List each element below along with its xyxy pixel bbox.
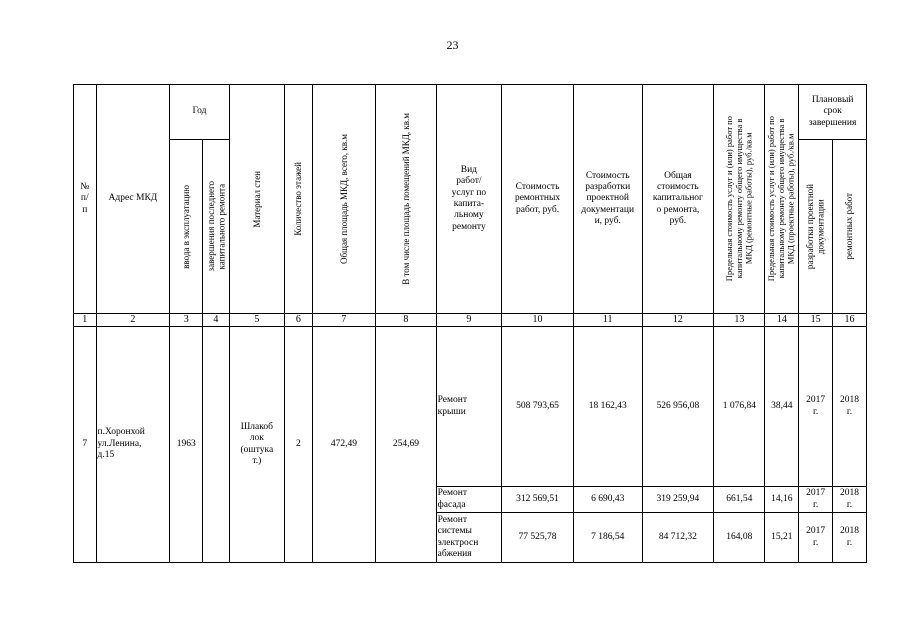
column-number: 3 xyxy=(170,314,203,327)
header-year-group: Год xyxy=(170,85,229,140)
planned-design: 2017 г. xyxy=(799,327,833,487)
design-cost: 18 162,43 xyxy=(573,327,642,487)
work-type: Ремонт крыши xyxy=(436,327,502,487)
repair-cost: 508 793,65 xyxy=(502,327,574,487)
header-design-cost: Стоимость разработки проектной документаци и, руб. xyxy=(573,85,642,314)
header-planned-group: Плановый срок завершения xyxy=(799,85,867,140)
header-year-commission: ввода в эксплуатацию xyxy=(170,140,203,314)
total-cost: 526 956,08 xyxy=(642,327,714,487)
planned-repair: 2018 г. xyxy=(833,487,867,513)
column-number: 1 xyxy=(74,314,97,327)
header-work-type: Вид работ/ услуг по капита- льному ремонту xyxy=(436,85,502,314)
building-year-commission: 1963 xyxy=(170,327,203,563)
header-planned-repair: ремонтных работ xyxy=(833,140,867,314)
planned-repair: 2018 г. xyxy=(833,327,867,487)
column-number: 8 xyxy=(376,314,436,327)
design-cost: 6 690,43 xyxy=(573,487,642,513)
work-type: Ремонт фасада xyxy=(436,487,502,513)
header-limit-design: Предельная стоимость услуг и (или) работ по капитальному ремонту общего имущества в МКД (проектные работы), руб./кв.м xyxy=(765,85,799,314)
header-floors: Количество этажей xyxy=(285,85,313,314)
design-cost: 7 186,54 xyxy=(573,513,642,563)
limit-design: 14,16 xyxy=(765,487,799,513)
building-num: 7 xyxy=(74,327,97,563)
planned-repair: 2018 г. xyxy=(833,513,867,563)
planned-design: 2017 г. xyxy=(799,513,833,563)
header-total-area: Общая площадь МКД, всего, кв.м xyxy=(312,85,376,314)
column-number: 13 xyxy=(714,314,765,327)
capital-repair-table xyxy=(73,84,867,563)
header-num: № п/ п xyxy=(74,85,97,314)
column-number: 6 xyxy=(285,314,313,327)
column-number: 14 xyxy=(765,314,799,327)
column-number: 2 xyxy=(96,314,170,327)
header-year-last-repair: завершения последнего капитального ремонта xyxy=(203,140,230,314)
limit-repair: 164,08 xyxy=(714,513,765,563)
header-wall-material: Материал стен xyxy=(229,85,284,314)
column-number: 12 xyxy=(642,314,714,327)
column-number: 11 xyxy=(573,314,642,327)
planned-design: 2017 г. xyxy=(799,487,833,513)
limit-design: 38,44 xyxy=(765,327,799,487)
header-total-cost: Общая стоимость капитальног о ремонта, руб. xyxy=(642,85,714,314)
column-number: 4 xyxy=(203,314,230,327)
building-floors: 2 xyxy=(285,327,313,563)
column-number: 16 xyxy=(833,314,867,327)
header-limit-repair: Предельная стоимость услуг и (или) работ по капитальному ремонту общего имущества в МКД (ремонтные работы), руб./кв.м xyxy=(714,85,765,314)
repair-cost: 77 525,78 xyxy=(502,513,574,563)
building-address: п.Хоронхой ул.Ленина, д.15 xyxy=(96,327,170,563)
header-planned-design: разработки проектной документации xyxy=(799,140,833,314)
total-cost: 84 712,32 xyxy=(642,513,714,563)
column-number-row xyxy=(74,314,867,327)
column-number: 7 xyxy=(312,314,376,327)
building-year-last-repair xyxy=(203,327,230,563)
page-number: 23 xyxy=(446,38,459,52)
work-type: Ремонт системы электросн абжения xyxy=(436,513,502,563)
repair-cost: 312 569,51 xyxy=(502,487,574,513)
building-total-area: 472,49 xyxy=(312,327,376,563)
column-number: 15 xyxy=(799,314,833,327)
limit-design: 15,21 xyxy=(765,513,799,563)
building-premises-area: 254,69 xyxy=(376,327,436,563)
column-number: 5 xyxy=(229,314,284,327)
table-row xyxy=(74,327,867,487)
building-wall-material: Шлакоб лок (оштука т.) xyxy=(229,327,284,563)
header-address: Адрес МКД xyxy=(96,85,170,314)
header-row-1 xyxy=(74,85,867,140)
header-premises-area: В том числе площадь помещений МКД, кв.м xyxy=(376,85,436,314)
column-number: 9 xyxy=(436,314,502,327)
column-number: 10 xyxy=(502,314,574,327)
total-cost: 319 259,94 xyxy=(642,487,714,513)
limit-repair: 1 076,84 xyxy=(714,327,765,487)
header-repair-cost: Стоимость ремонтных работ, руб. xyxy=(502,85,574,314)
limit-repair: 661,54 xyxy=(714,487,765,513)
